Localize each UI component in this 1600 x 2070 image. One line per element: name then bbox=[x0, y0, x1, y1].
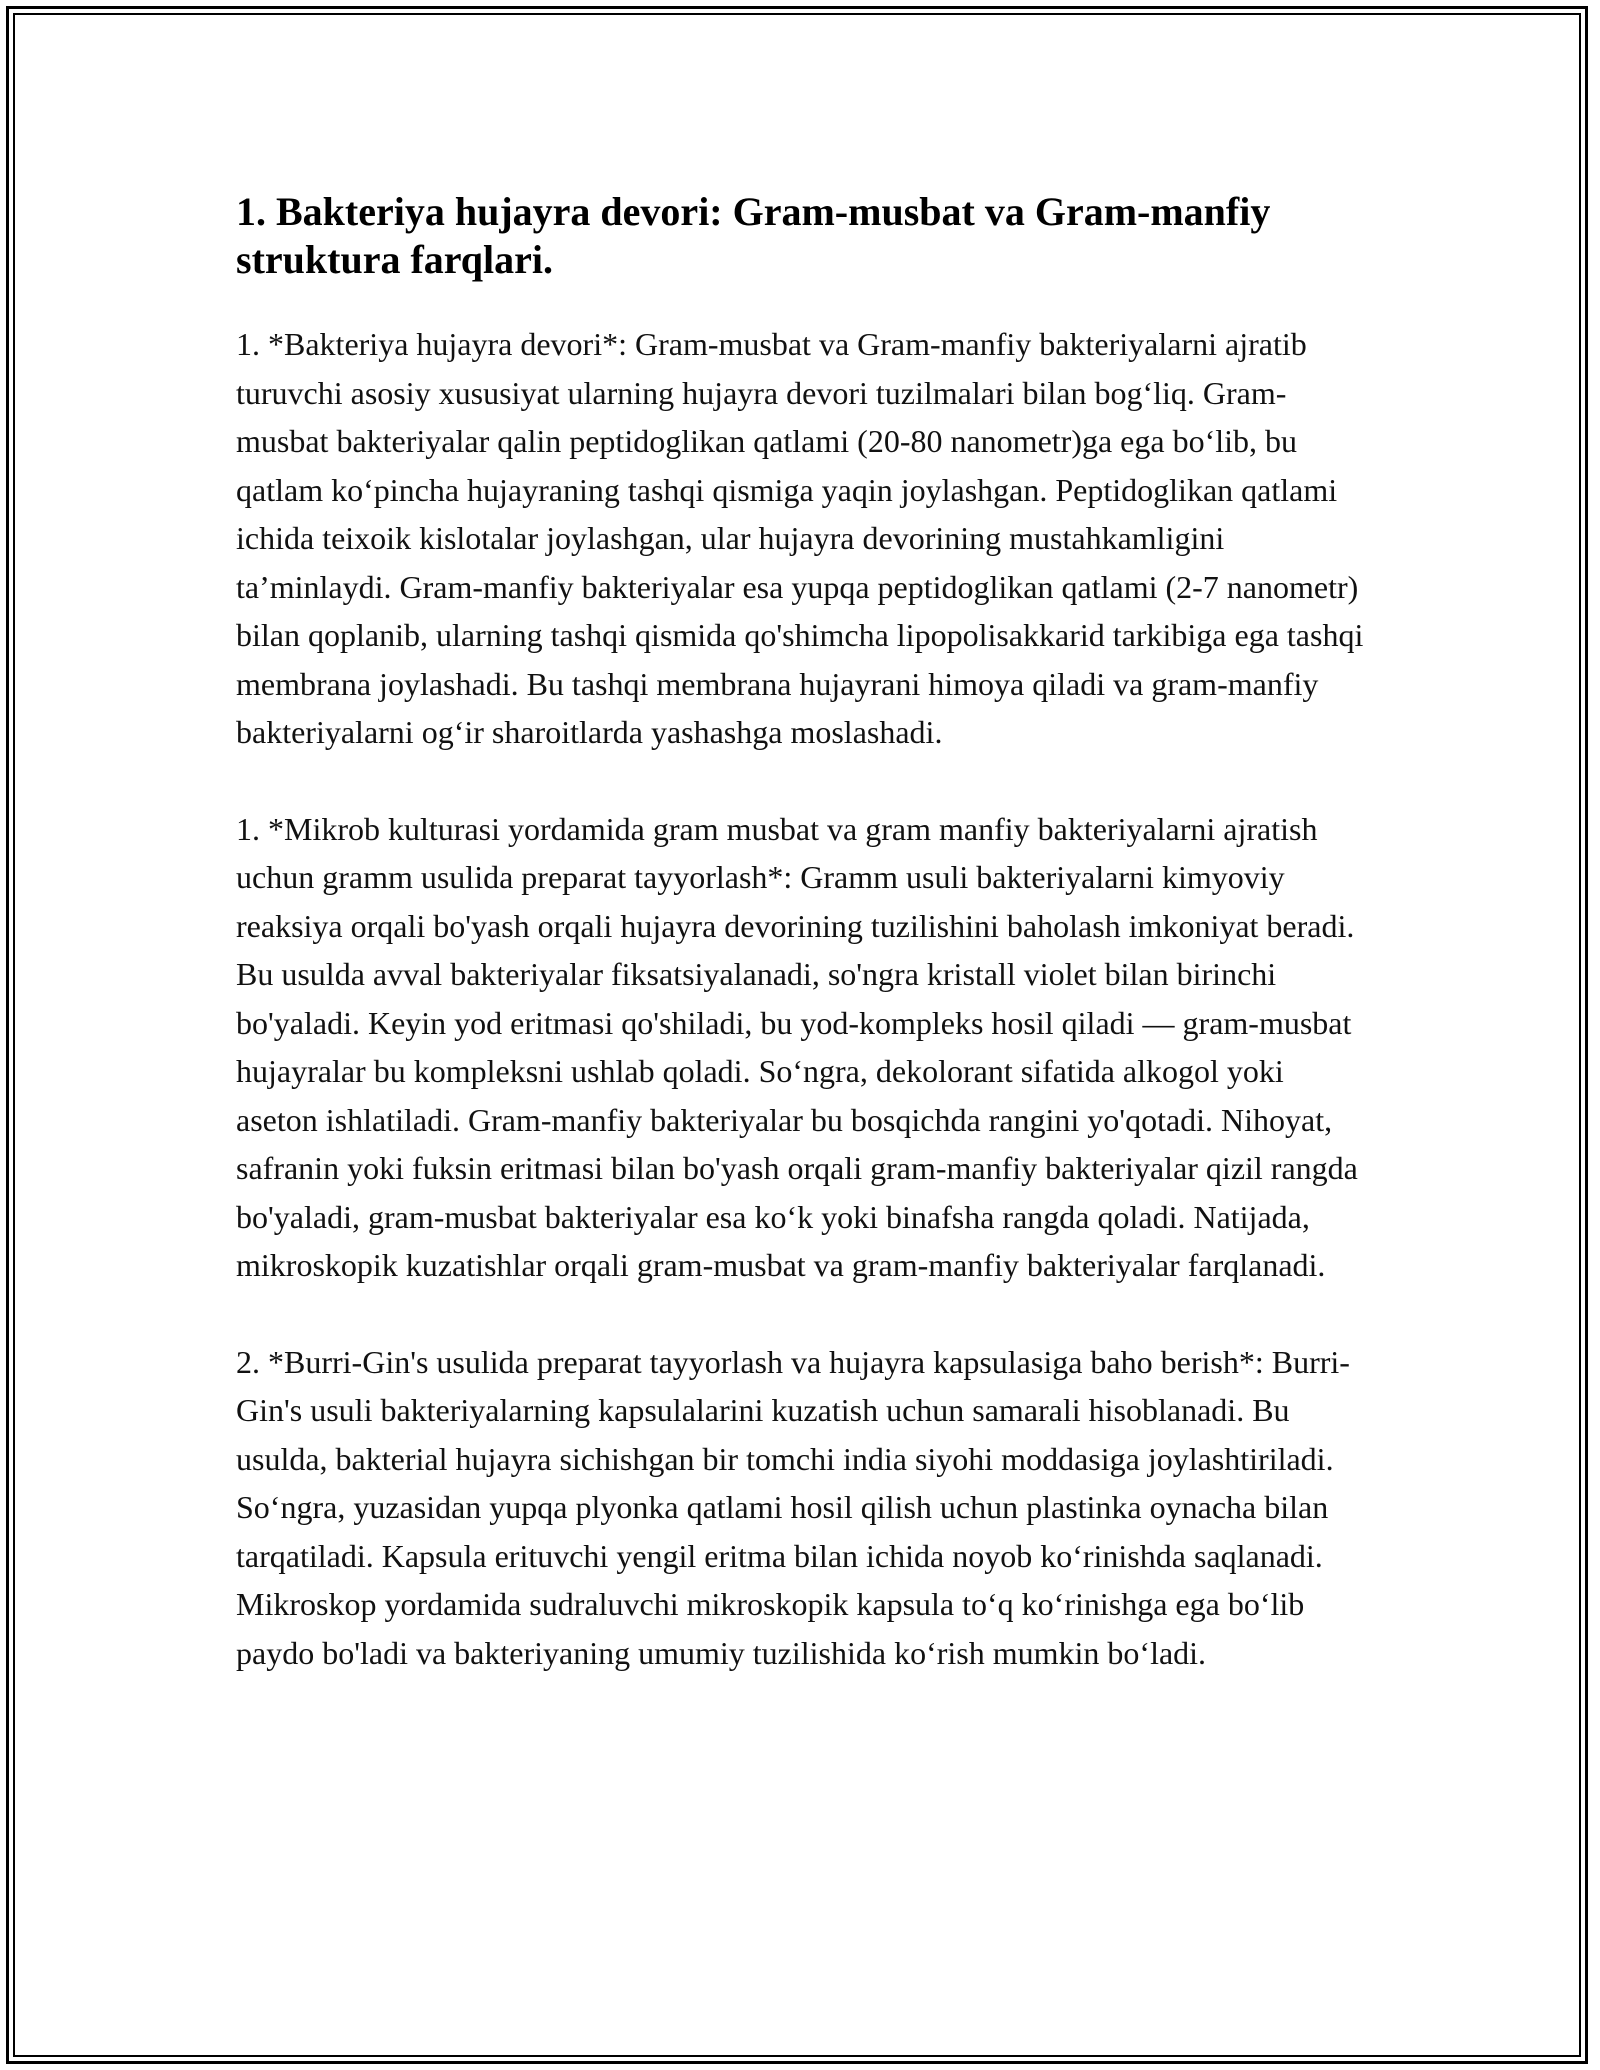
document-title: 1. Bakteriya hujayra devori: Gram-musbat va Gram-manfiy struktura farqlari. bbox=[236, 189, 1271, 282]
document-body bbox=[236, 188, 1366, 1725]
paragraph-gram-stain: 1. *Mikrob kulturasi yordamida gram musbat va gram manfiy bakteriyalarni ajratish uchun gramm usulida preparat tayyorlash*: Gramm usuli bakteriyalarni kimyoviy reaksiya orqali bo'yash orqali hujayra devorining tuzilishini baholash imkoniyat beradi. Bu usulda avval bakteriyalar fiksatsiyalanadi, so'ngra kristall violet bilan birinchi bo'yaladi. Keyin yod eritmasi qo'shiladi, bu yod-kompleks hosil qiladi — gram-musbat hujayralar bu kompleksni ushlab qoladi. So‘ngra, dekolorant sifatida alkogol yoki aseton ishlatiladi. Gram-manfiy bakteriyalar bu bosqichda rangini yo'qotadi. Nihoyat, safranin yoki fuksin eritmasi bilan bo'yash orqali gram-manfiy bakteriyalar qizil rangda bo'yaladi, gram-musbat bakteriyalar esa ko‘k yoki binafsha rangda qoladi. Natijada, mikroskopik kuzatishlar orqali gram-musbat va gram-manfiy bakteriyalar farqlanadi. bbox=[236, 810, 1358, 1283]
paragraph-cell-wall: 1. *Bakteriya hujayra devori*: Gram-musbat va Gram-manfiy bakteriyalarni ajratib turuvchi asosiy xususiyat ularning hujayra devori tuzilmalari bilan bog‘liq. Gram-musbat bakteriyalar qalin peptidoglikan qatlami (20-80 nanometr)ga ega bo‘lib, bu qatlam ko‘pincha hujayraning tashqi qismiga yaqin joylashgan. Peptidoglikan qatlami ichida teixoik kislotalar joylashgan, ular hujayra devorining mustahkamligini ta’minlaydi. Gram-manfiy bakteriyalar esa yupqa peptidoglikan qatlami (2-7 nanometr) bilan qoplanib, ularning tashqi qismida qo'shimcha lipopolisakkarid tarkibiga ega tashqi membrana joylashadi. Bu tashqi membrana hujayrani himoya qiladi va gram-manfiy bakteriyalarni og‘ir sharoitlarda yashashga moslashadi. bbox=[236, 326, 1364, 750]
paragraph-burri-gins: 2. *Burri-Gin's usulida preparat tayyorlash va hujayra kapsulasiga baho berish*: Burri-Gin's usuli bakteriyalarning kapsulalarini kuzatish uchun samarali hisoblanadi. Bu usulda, bakterial hujayra sichishgan bir tomchi india siyohi moddasiga joylashtiriladi. So‘ngra, yuzasidan yupqa plyonka qatlami hosil qilish uchun plastinka oynacha bilan tarqatiladi. Kapsula erituvchi yengil eritma bilan ichida noyob ko‘rinishda saqlanadi. Mikroskop yordamida sudraluvchi mikroskopik kapsula to‘q ko‘rinishga ega bo‘lib paydo bo'ladi va bakteriyaning umumiy tuzilishida ko‘rish mumkin bo‘ladi. bbox=[236, 1343, 1350, 1671]
